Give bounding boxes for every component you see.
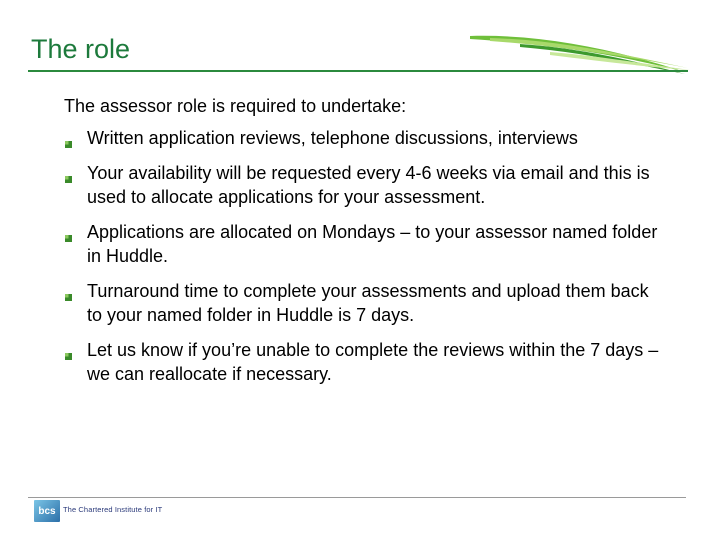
green-square-bullet-icon [65, 235, 72, 242]
footer-org-name: The Chartered Institute for IT [63, 505, 163, 514]
list-item [64, 126, 664, 150]
intro-text: The assessor role is required to undertake: [64, 96, 407, 116]
title-divider [28, 70, 688, 72]
green-square-bullet-icon [65, 176, 72, 183]
list-item [64, 220, 664, 268]
bullet-text: Let us know if you’re unable to complete the reviews within the 7 days – we can reallocate if necessary. [87, 340, 659, 384]
green-square-bullet-icon [65, 294, 72, 301]
bullet-text: Written application reviews, telephone discussions, interviews [87, 128, 578, 148]
bullet-list [64, 126, 664, 397]
list-item [64, 161, 664, 209]
slide-title: The role [31, 34, 131, 64]
bcs-logo: bcs [34, 500, 60, 522]
bullet-text: Your availability will be requested every 4-6 weeks via email and this is used to allocate applications for your assessment. [87, 163, 650, 207]
bullet-text: Turnaround time to complete your assessments and upload them back to your named folder in Huddle is 7 days. [87, 281, 649, 325]
list-item [64, 279, 664, 327]
footer-divider [28, 497, 686, 498]
green-swoosh-decoration [450, 30, 690, 75]
green-square-bullet-icon [65, 353, 72, 360]
green-square-bullet-icon [65, 141, 72, 148]
bullet-text: Applications are allocated on Mondays – to your assessor named folder in Huddle. [87, 222, 658, 266]
list-item [64, 338, 664, 386]
